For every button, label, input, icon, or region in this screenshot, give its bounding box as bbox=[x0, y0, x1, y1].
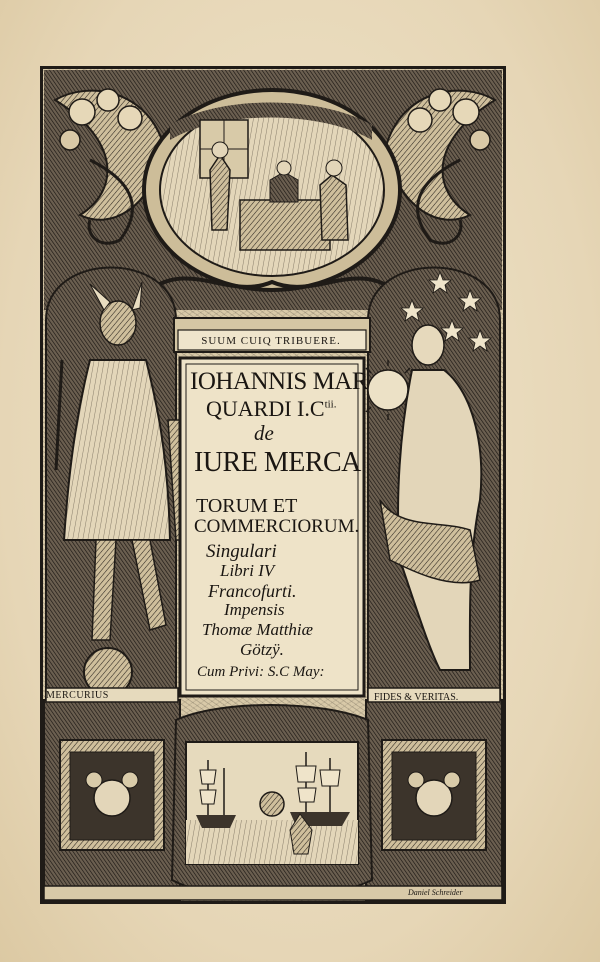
title-line-9: Francofurti. bbox=[208, 581, 297, 601]
privilege-line: Cum Privi: S.C May: bbox=[197, 664, 325, 680]
left-pedestal bbox=[44, 688, 180, 900]
motto-banner: SUUM CUIQ TRIBUERE. bbox=[201, 335, 341, 347]
title-line-12: Götzÿ. bbox=[240, 640, 284, 659]
title-line-11: Thomæ Matthiæ bbox=[202, 620, 313, 639]
title-line-10: Impensis bbox=[224, 600, 285, 619]
right-pedestal bbox=[366, 688, 502, 900]
ship-scene-cartouche bbox=[172, 705, 372, 899]
engraver-signature: Daniel Schreider bbox=[408, 888, 463, 897]
title-line-7: Singulari bbox=[206, 541, 277, 562]
title-line-5: TORUM ET bbox=[196, 495, 298, 517]
title-line-4: IURE MERCA bbox=[194, 447, 361, 478]
title-line-8: Libri IV bbox=[220, 561, 275, 580]
mercurius-label: MERCURIUS bbox=[46, 690, 109, 701]
title-line-3: de bbox=[254, 421, 274, 445]
title-line-2: QUARDI $I.C^{tii.}$ bbox=[206, 396, 337, 421]
title-line-1: IOHANNIS MAR bbox=[190, 368, 369, 395]
merchant-scene-cartouche bbox=[144, 90, 400, 290]
title-line-6: COMMERCIORUM. bbox=[194, 516, 360, 537]
fides-veritas-label: FIDES & VERITAS. bbox=[374, 692, 459, 703]
